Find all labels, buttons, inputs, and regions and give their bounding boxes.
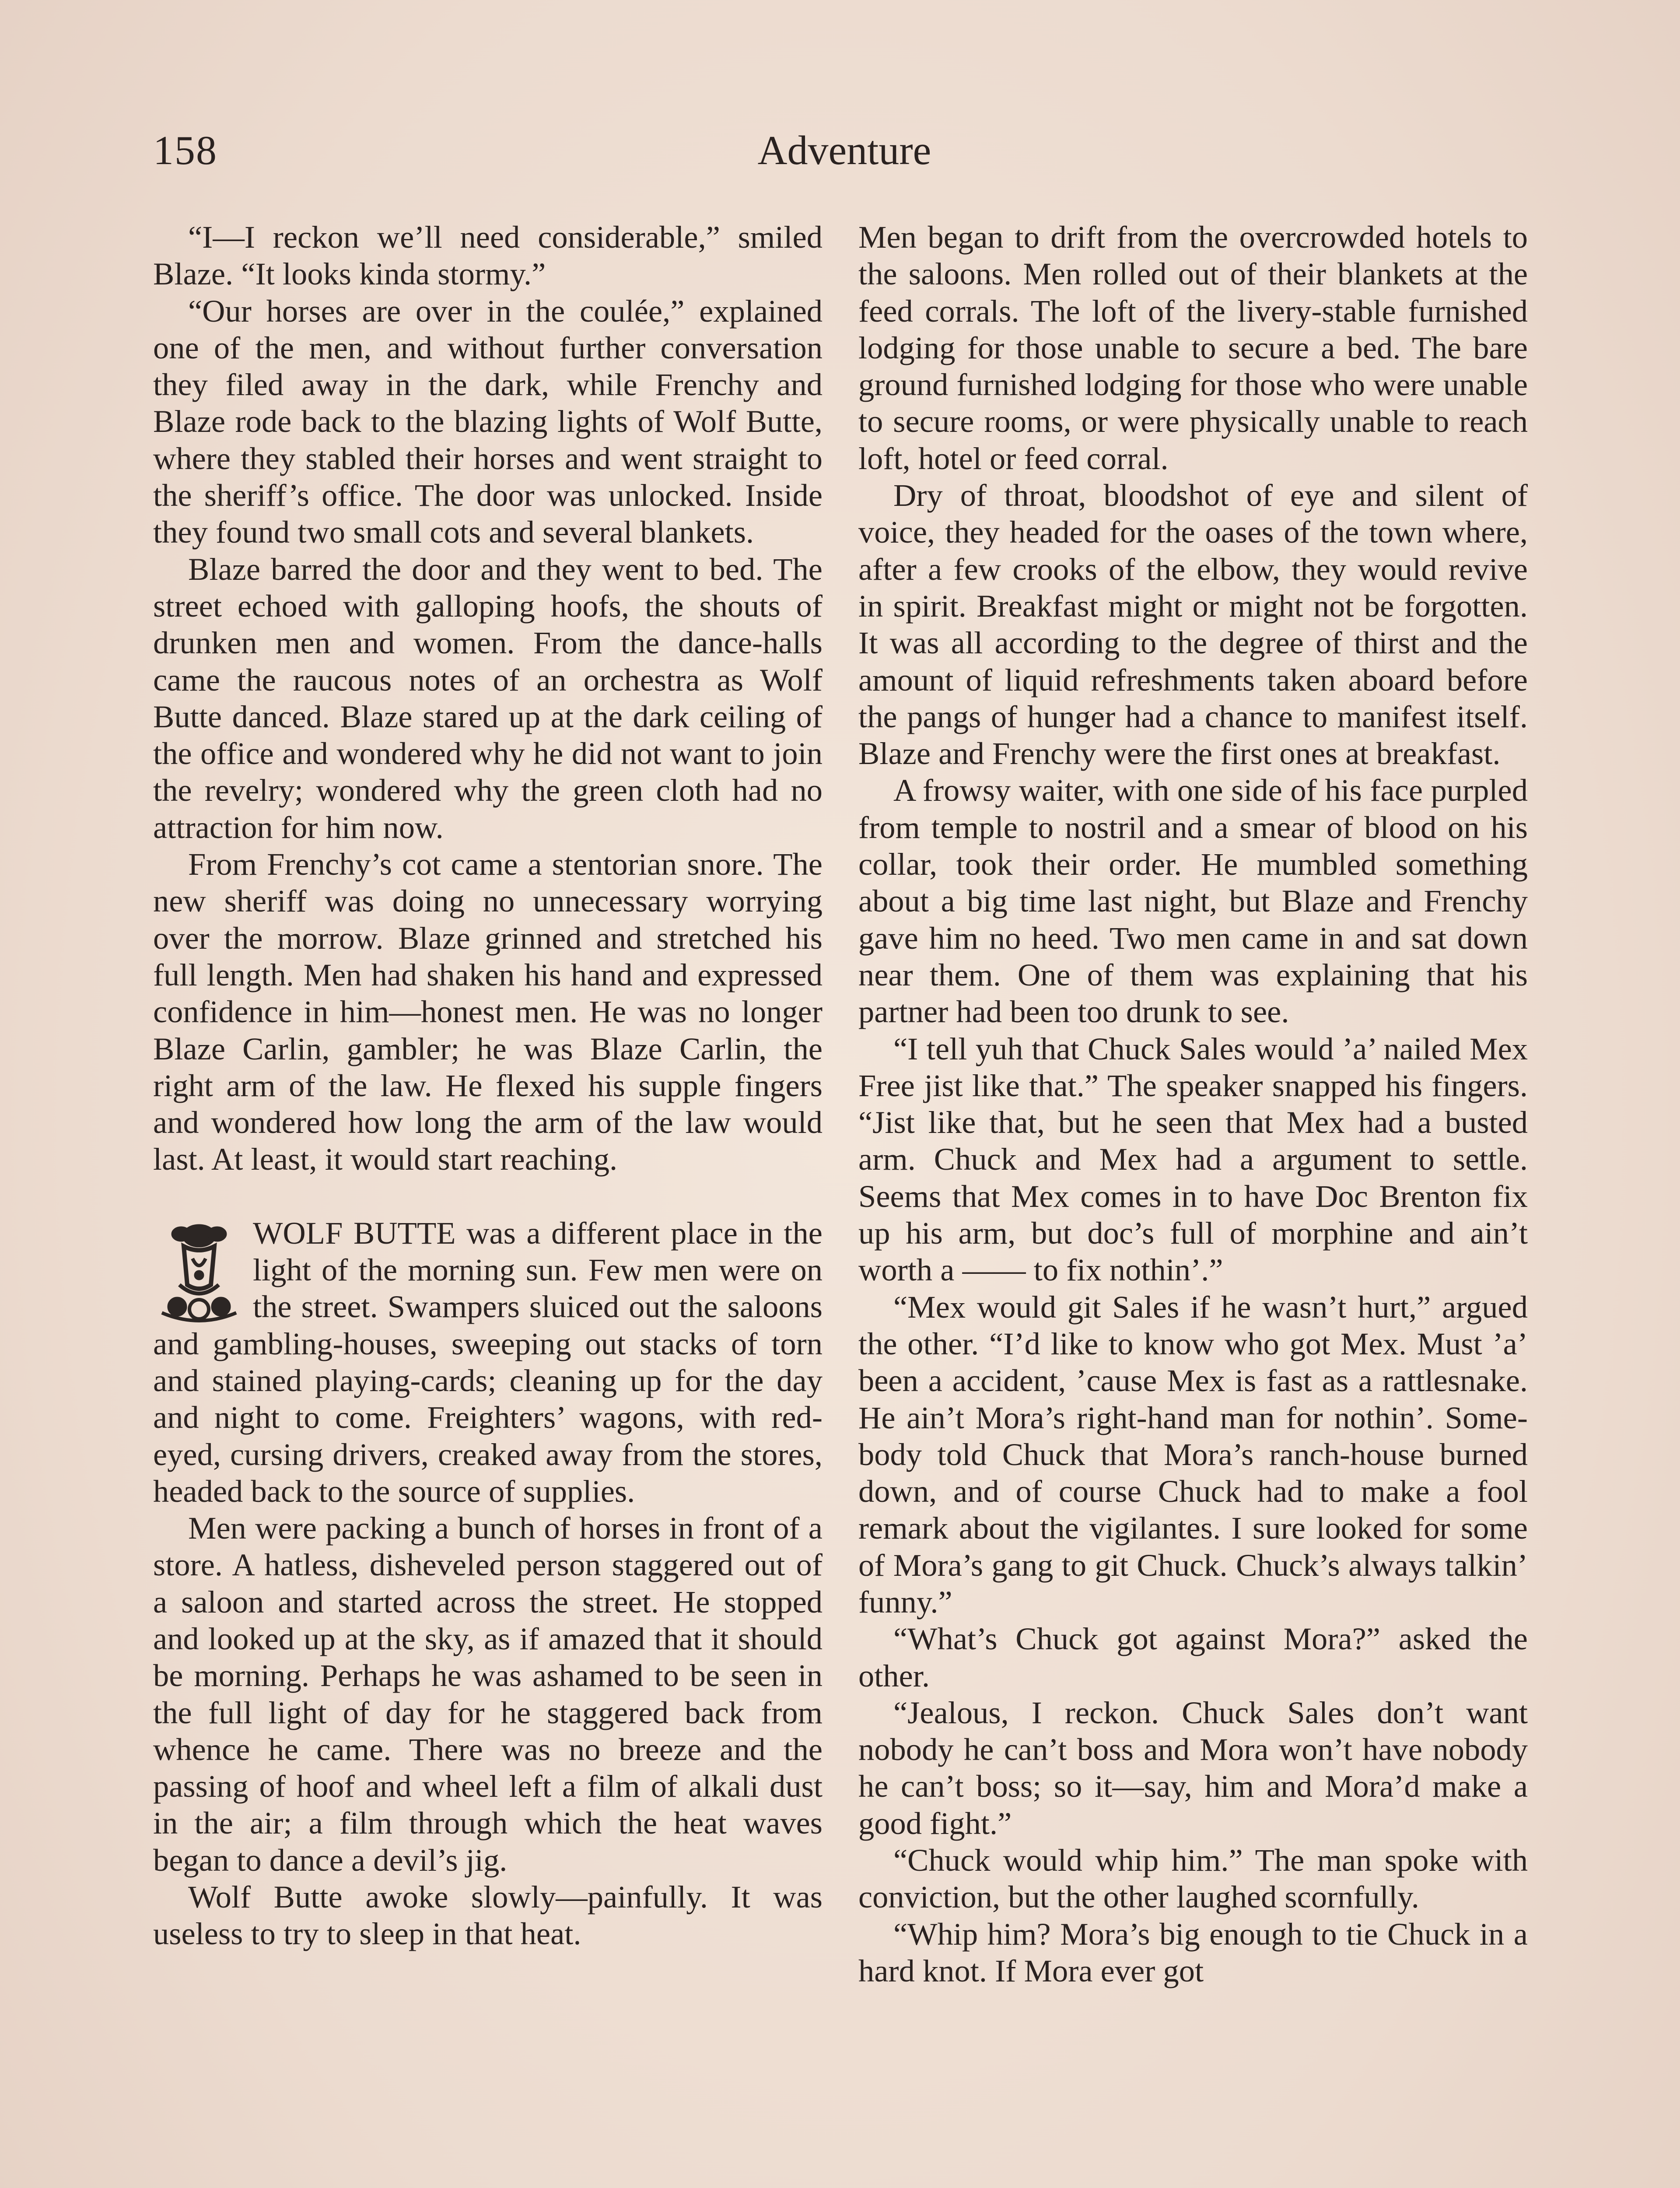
paragraph: “Our horses are over in the coulée,” explained one of the men, and without further conversation they filed away in the dark, while Frenchy and Blaze rode back to the blazing lights of Wolf Butte, where they stabled their horses and went straight to the sheriff’s office. The door was unlocked. Inside they found two small cots and several blankets. (153, 293, 822, 550)
ornament-icon (153, 1219, 245, 1324)
continued-paragraph: Men began to drift from the overcrowded hotels to the saloons. Men rolled out of their blankets at the feed corrals. The loft of the livery-stable furnished lodging for those unable to secure a bed. The bare ground furnished lodging for those who were unable to secure rooms, or were physically unable to reach loft, hotel or feed corral. (858, 219, 1528, 476)
left-column (153, 219, 822, 2188)
paragraph: “I tell yuh that Chuck Sales would ’a’ nailed Mex Free jist like that.” The speaker snapped his fingers. “Jist like that, but he seen that Mex had a busted arm. Chuck and Mex had a argument to settle. Seems that Mex comes in to have Doc Brenton fix up his arm, but doc’s full of morphine and ain’t worth a —— to fix nothin’.” (858, 1031, 1528, 1288)
right-column (858, 219, 1528, 2188)
paragraph: “I—I reckon we’ll need considerable,” smiled Blaze. “It looks kinda stormy.” (153, 219, 822, 292)
paragraph: A frowsy waiter, with one side of his face purpled from temple to nostril and a smear of blood on his collar, took their order. He mumbled something about a big time last night, but Blaze and Frenchy gave him no heed. Two men came in and sat down near them. One of them was explaining that his partner had been too drunk to see. (858, 772, 1528, 1030)
page-number: 158 (153, 128, 217, 173)
paragraph: Wolf Butte awoke slowly—painfully. It was useless to try to sleep in that heat. (153, 1879, 822, 1952)
paragraph: From Frenchy’s cot came a stentorian snore. The new sheriff was doing no unnecessary worrying over the morrow. Blaze grinned and stretched his full length. Men had shaken his hand and expressed confidence in him—honest men. He was no longer Blaze Carlin, gambler; he was Blaze Carlin, the right arm of the law. He flexed his supple fingers and wondered how long the arm of the law would last. At least, it would start reaching. (153, 846, 822, 1177)
paragraph: Blaze barred the door and they went to bed. The street echoed with galloping hoofs, the shouts of drunken men and women. From the dance-halls came the raucous notes of an orchestra as Wolf Butte danced. Blaze stared up at the dark ceiling of the office and wondered why he did not want to join the revelry; wondered why the green cloth had no attraction for him now. (153, 551, 822, 845)
paragraph: Men were packing a bunch of horses in front of a store. A hatless, disheveled person staggered out of a saloon and started across the street. He stopped and looked up at the sky, as if amazed that it should be morning. Perhaps he was ashamed to be seen in the full light of day for he staggered back from whence he came. There was no breeze and the passing of hoof and wheel left a film of alkali dust in the air; a film through which the heat waves began to dance a devil’s jig. (153, 1510, 822, 1878)
section-break (153, 1215, 822, 1510)
paragraph: Dry of throat, bloodshot of eye and silent of voice, they headed for the oases of the town where, after a few crooks of the elbow, they would revive in spirit. Breakfast might or might not be forgotten. It was all according to the degree of thirst and the amount of liquid refreshments taken aboard before the pangs of hunger had a chance to manifest itself. Blaze and Frenchy were the first ones at breakfast. (858, 477, 1528, 771)
paragraph: “Chuck would whip him.” The man spoke with conviction, but the other laughed scornfully. (858, 1842, 1528, 1915)
paragraph: “Whip him? Mora’s big enough to tie Chuck in a hard knot. If Mora ever got (858, 1916, 1528, 1988)
running-header (153, 127, 1536, 184)
paragraph: “What’s Chuck got against Mora?” asked the other. (858, 1621, 1528, 1694)
paragraph: “Jealous, I reckon. Chuck Sales don’t want nobody he can’t boss and Mora won’t have nobody he can’t boss; so it—say, him and Mora’d make a good fight.” (858, 1694, 1528, 1841)
running-title: Adventure (757, 128, 931, 173)
paragraph: “Mex would git Sales if he wasn’t hurt,” argued the other. “I’d like to know who got Mex. Must ’a’ been a accident, ’cause Mex is fast as a rattlesnake. He ain’t Mora’s right-hand man for nothin’. Somebody told Chuck that Mora’s ranch-house burned down, and of course Chuck had to make a fool remark about the vigilantes. I sure looked for some of Mora’s gang to git Chuck. Chuck’s always talkin’ funny.” (858, 1289, 1528, 1620)
section-opening-paragraph: WOLF BUTTE was a different place in the light of the morning sun. Few men were on the street. Swampers sluiced out the saloons and gambling-houses, sweeping out stacks of torn and stained playing-cards; cleaning up for the day and night to come. Freighters’ wagons, with red-eyed, cursing drivers, creaked away from the stores, headed back to the source of supplies. (153, 1215, 822, 1509)
